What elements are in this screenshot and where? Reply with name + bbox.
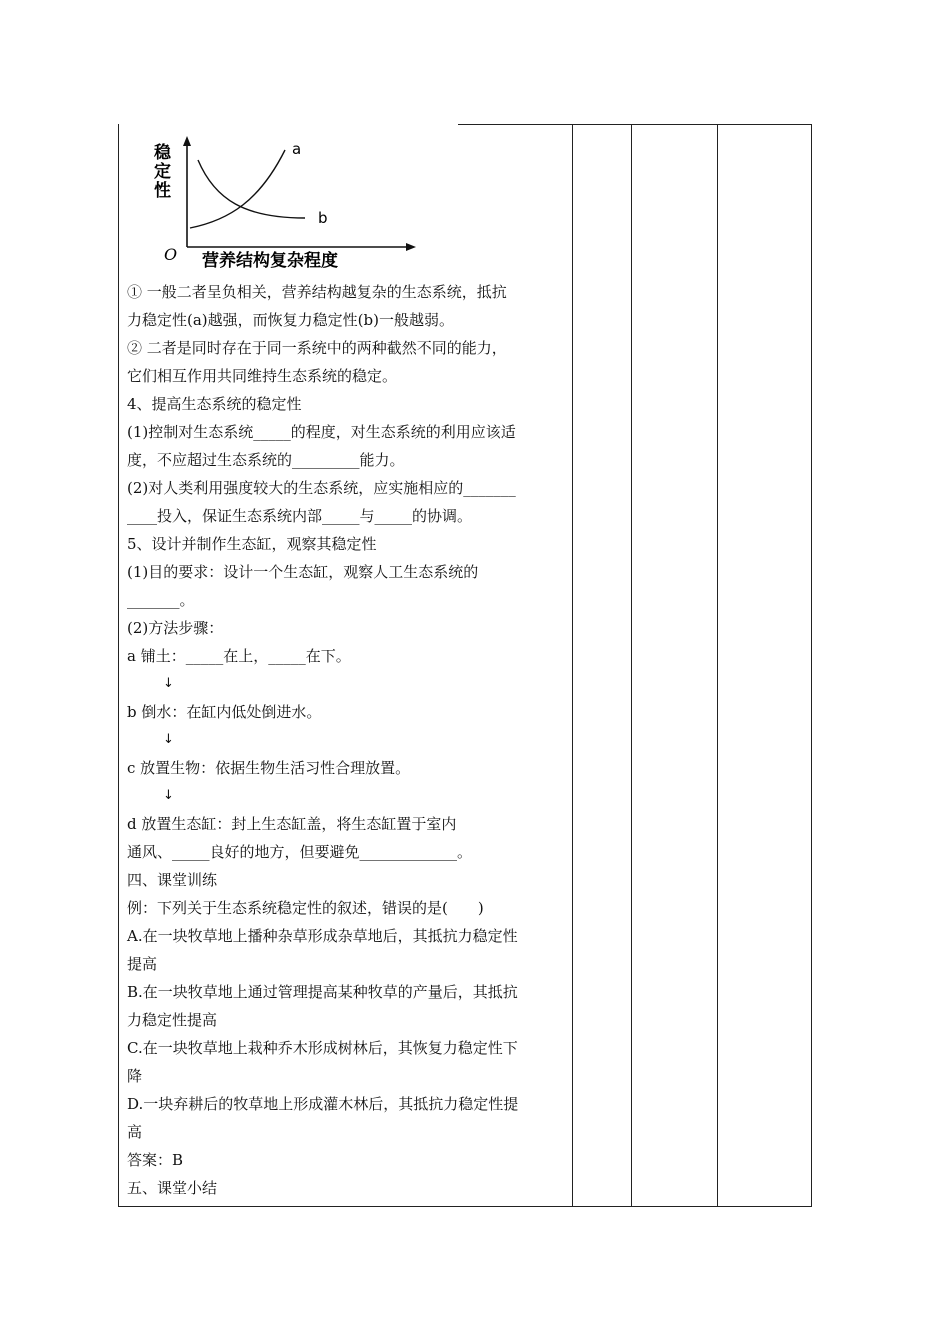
content-line: (2)方法步骤： xyxy=(127,619,224,637)
y-axis-label: 稳定性 xyxy=(154,143,171,201)
curve-a xyxy=(190,150,285,228)
content-line: 度，不应超过生态系统的_________能力。 xyxy=(127,451,405,469)
curve-b xyxy=(198,160,305,218)
column-divider-3 xyxy=(717,125,718,1207)
column-divider-2 xyxy=(631,125,632,1207)
content-line: a 铺土：_____在上，_____在下。 xyxy=(127,647,351,665)
content-line: ____投入，保证生态系统内部_____与_____的协调。 xyxy=(127,507,473,525)
content-line: D.一块弃耕后的牧草地上形成灌木林后，其抵抗力稳定性提 xyxy=(127,1095,519,1113)
content-line: 降 xyxy=(127,1067,143,1085)
content-line: B.在一块牧草地上通过管理提高某种牧草的产量后，其抵抗 xyxy=(127,983,518,1001)
content-line: 提高 xyxy=(127,955,158,973)
content-line: 它们相互作用共同维持生态系统的稳定。 xyxy=(127,367,398,385)
content-line: 力稳定性提高 xyxy=(127,1011,218,1029)
content-line: ① 一般二者呈负相关，营养结构越复杂的生态系统，抵抗 xyxy=(127,283,507,301)
stability-graph xyxy=(150,130,430,275)
content-line: 高 xyxy=(127,1123,143,1141)
content-line: 通风、_____良好的地方，但要避免_____________。 xyxy=(127,843,473,861)
table-top-border xyxy=(458,124,811,125)
y-axis-arrow xyxy=(183,136,191,146)
content-line: C.在一块牧草地上栽种乔木形成树林后，其恢复力稳定性下 xyxy=(127,1039,518,1057)
content-line: (1)目的要求：设计一个生态缸，观察人工生态系统的 xyxy=(127,563,479,581)
content-line: (2)对人类利用强度较大的生态系统，应实施相应的_______ xyxy=(127,479,516,497)
curve-a-label: a xyxy=(292,140,302,158)
content-line: d 放置生态缸：封上生态缸盖，将生态缸置于室内 xyxy=(127,815,457,833)
content-line: b 倒水：在缸内低处倒进水。 xyxy=(127,703,322,721)
lesson-content xyxy=(127,278,567,1202)
curve-b-label: b xyxy=(318,209,328,227)
content-line: ② 二者是同时存在于同一系统中的两种截然不同的能力， xyxy=(127,339,507,357)
content-line: (1)控制对生态系统_____的程度，对生态系统的利用应该适 xyxy=(127,423,516,441)
step-arrow: ↓ xyxy=(163,732,174,747)
content-line: 力稳定性(a)越强，而恢复力稳定性(b)一般越弱。 xyxy=(127,311,454,329)
x-axis-arrow xyxy=(406,243,416,251)
content-line: 例：下列关于生态系统稳定性的叙述，错误的是( ) xyxy=(127,899,484,917)
step-arrow: ↓ xyxy=(163,676,174,691)
content-line: 5、设计并制作生态缸，观察其稳定性 xyxy=(127,535,377,553)
content-line: 五、课堂小结 xyxy=(127,1179,218,1197)
content-line: 答案：B xyxy=(127,1151,184,1169)
content-line: 四、课堂训练 xyxy=(127,871,218,889)
step-arrow: ↓ xyxy=(163,788,174,803)
origin-label: O xyxy=(164,245,178,264)
content-line: _______。 xyxy=(127,591,195,609)
x-axis-label: 营养结构复杂程度 xyxy=(202,251,338,271)
content-line: c 放置生物：依据生物生活习性合理放置。 xyxy=(127,759,411,777)
content-line: A.在一块牧草地上播种杂草形成杂草地后，其抵抗力稳定性 xyxy=(127,927,518,945)
column-divider-1 xyxy=(572,125,573,1207)
content-line: 4、提高生态系统的稳定性 xyxy=(127,395,302,413)
